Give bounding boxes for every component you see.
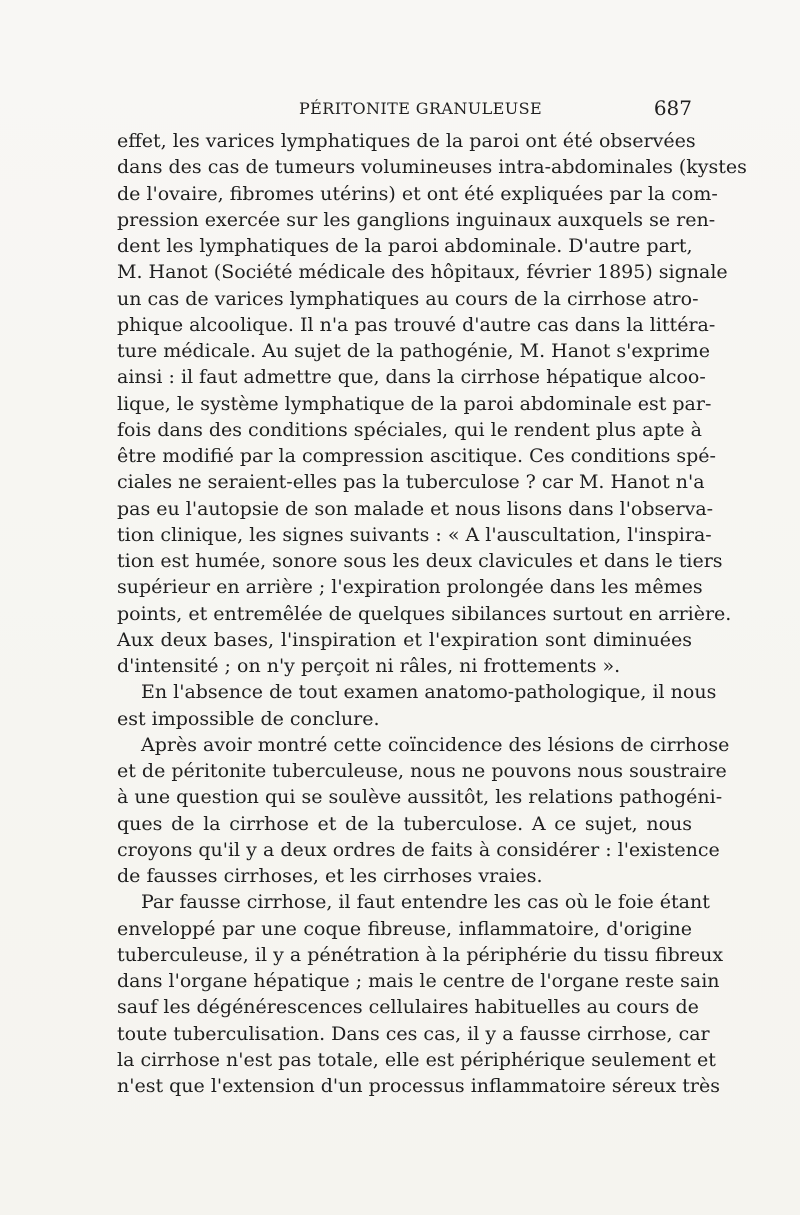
text-line: dans l'organe hépatique ; mais le centre de l'organe reste sain xyxy=(117,970,720,992)
text-line: et de péritonite tuberculeuse, nous ne pouvons nous soustraire xyxy=(117,760,727,782)
text-line: croyons qu'il y a deux ordres de faits à considérer : l'existence xyxy=(117,838,720,861)
text-line: points, et entremêlée de quelques sibilances surtout en arrière. xyxy=(117,602,732,625)
page-header xyxy=(117,95,692,125)
text-line: un cas de varices lymphatiques au cours de la cirrhose atro- xyxy=(117,287,699,310)
text-line: de fausses cirrhoses, et les cirrhoses vraies. xyxy=(117,865,543,887)
text-line: n'est que l'extension d'un processus inflammatoire séreux très xyxy=(117,1075,720,1097)
page-number: 687 xyxy=(653,96,692,120)
text-line: ainsi : il faut admettre que, dans la cirrhose hépatique alcoo- xyxy=(117,366,706,389)
text-line: sauf les dégénérescences cellulaires habituelles au cours de xyxy=(117,996,699,1019)
text-line: d'intensité ; on n'y perçoit ni râles, ni frottements ». xyxy=(117,655,621,677)
running-title: PÉRITONITE GRANULEUSE xyxy=(299,99,543,118)
text-line: ques de la cirrhose et de la tuberculose. A ce sujet, nous xyxy=(117,812,692,835)
text-line: fois dans des conditions spéciales, qui le rendent plus apte à xyxy=(117,418,702,441)
text-line: M. Hanot (Société médicale des hôpitaux, février 1895) signale xyxy=(117,261,728,284)
text-line: lique, le système lymphatique de la paroi abdominale est par- xyxy=(117,392,712,415)
text-line: ciales ne seraient-elles pas la tuberculose ? car M. Hanot n'a xyxy=(117,471,705,494)
text-line: effet, les varices lymphatiques de la paroi ont été observées xyxy=(117,130,696,152)
text-line: à une question qui se soulève aussitôt, les relations pathogéni- xyxy=(117,786,723,809)
text-line: Aux deux bases, l'inspiration et l'expiration sont diminuées xyxy=(117,628,692,651)
text-line: pas eu l'autopsie de son malade et nous lisons dans l'observa- xyxy=(117,497,714,520)
text-line: de l'ovaire, fibromes utérins) et ont été expliquées par la com- xyxy=(117,182,718,205)
text-line: la cirrhose n'est pas totale, elle est périphérique seulement et xyxy=(117,1048,716,1071)
text-line: phique alcoolique. Il n'a pas trouvé d'autre cas dans la littéra- xyxy=(117,313,716,336)
text-line: tion est humée, sonore sous les deux clavicules et dans le tiers xyxy=(117,550,723,572)
text-line: est impossible de conclure. xyxy=(117,707,380,730)
text-line: dans des cas de tumeurs volumineuses intra-abdominales (kystes xyxy=(117,156,747,179)
text-line: tion clinique, les signes suivants : « A l'auscultation, l'inspira- xyxy=(117,523,712,546)
text-line: supérieur en arrière ; l'expiration prolongée dans les mêmes xyxy=(117,576,703,599)
text-line: être modifié par la compression ascitique. Ces conditions spé- xyxy=(117,445,716,467)
text-line: Par fausse cirrhose, il faut entendre les cas où le foie étant xyxy=(141,891,710,914)
text-line: Après avoir montré cette coïncidence des lésions de cirrhose xyxy=(141,733,730,756)
text-line: dent les lymphatiques de la paroi abdominale. D'autre part, xyxy=(117,235,693,257)
text-line: tuberculeuse, il y a pénétration à la périphérie du tissu fibreux xyxy=(117,943,724,966)
text-line: En l'absence de tout examen anatomo-pathologique, il nous xyxy=(141,681,717,704)
text-line: enveloppé par une coque fibreuse, inflammatoire, d'origine xyxy=(117,917,692,940)
text-line: pression exercée sur les ganglions inguinaux auxquels se ren- xyxy=(117,208,716,231)
body-text xyxy=(117,128,747,1099)
text-line: toute tuberculisation. Dans ces cas, il y a fausse cirrhose, car xyxy=(117,1022,710,1045)
text-line: ture médicale. Au sujet de la pathogénie, M. Hanot s'exprime xyxy=(117,340,710,362)
